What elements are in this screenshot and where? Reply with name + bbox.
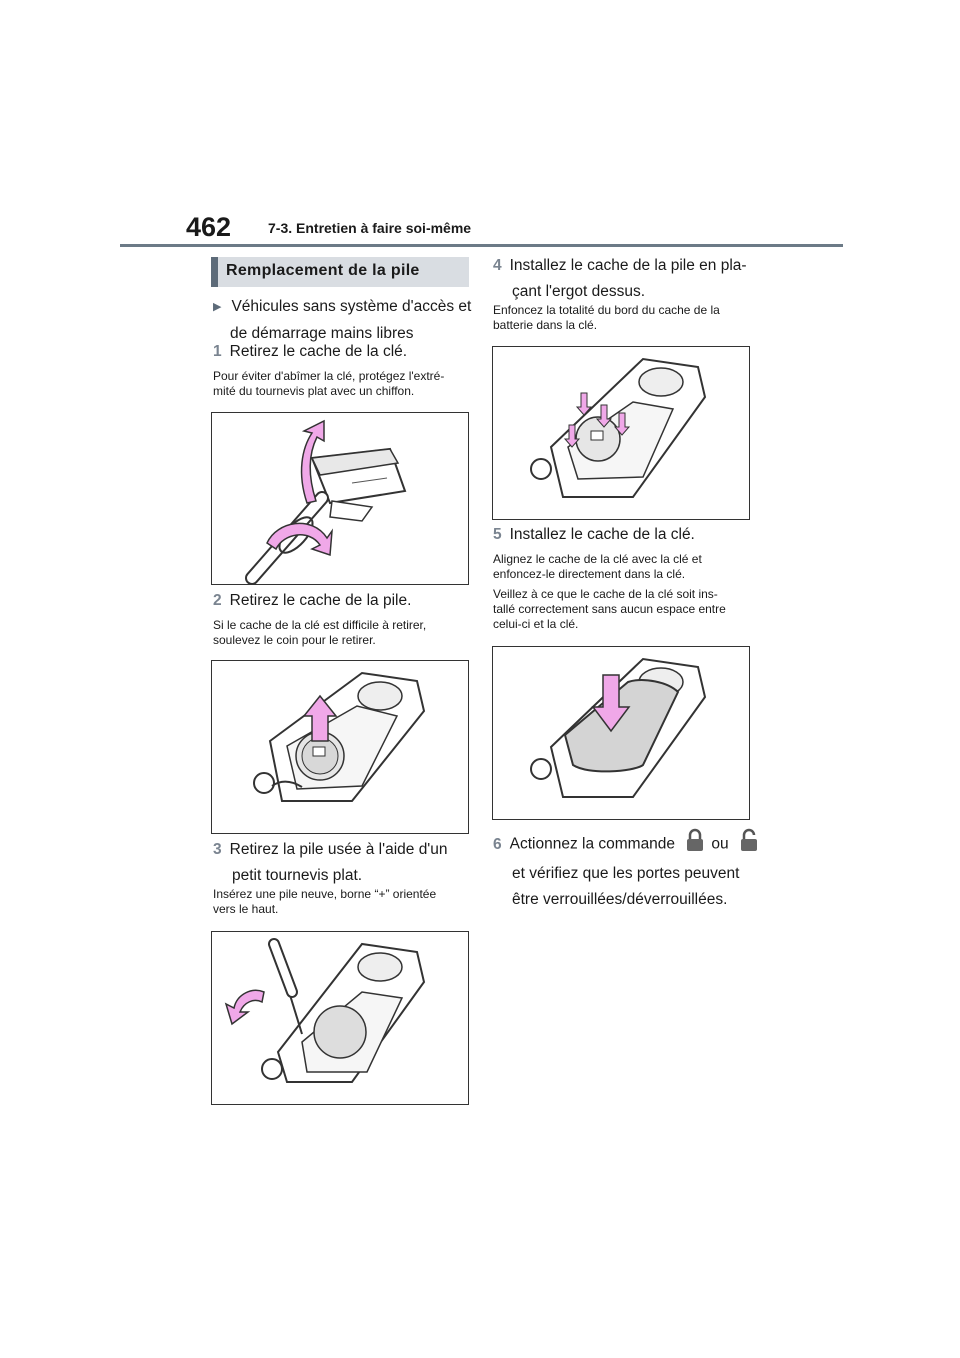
unlock-icon: [739, 828, 759, 861]
intro-text: ▶ Véhicules sans système d'accès et de démarrage mains libres: [213, 298, 472, 342]
step-6-title: 6 Actionnez la commande ou et vérifiez que les portes peuvent être verrouillées/déverrouillées.: [493, 828, 765, 913]
step-3-title: 3 Retirez la pile usée à l'aide d'un petit tournevis plat.: [213, 841, 448, 884]
section-title: Remplacement de la pile: [226, 262, 420, 279]
figure-install-key-cover: [492, 646, 750, 820]
running-head: 7-3. Entretien à faire soi-même: [268, 220, 472, 236]
section-title-box: [211, 257, 469, 287]
figure-remove-battery: [211, 931, 469, 1105]
step-2-title: 2 Retirez le cache de la pile.: [213, 592, 412, 609]
figure-remove-key-cover: [211, 412, 469, 585]
triangle-bullet-icon: ▶: [213, 301, 222, 313]
step-5-note-1: Alignez le cache de la clé avec la clé et enfoncez-le directement dans la clé.: [493, 552, 702, 581]
lock-icon: [685, 828, 705, 861]
section-accent-bar: [211, 257, 218, 287]
header-rule: [120, 244, 843, 247]
step-3-note: Insérez une pile neuve, borne “+” orientée vers le haut.: [213, 887, 437, 916]
page-number: 462: [186, 212, 232, 242]
step-4-title: 4 Installez le cache de la pile en pla- çant l'ergot dessus.: [493, 257, 747, 300]
step-1-note: Pour éviter d'abîmer la clé, protégez l'extré- mité du tournevis plat avec un chiffon.: [213, 369, 445, 398]
step-1-title: 1 Retirez le cache de la clé.: [213, 343, 408, 360]
figure-install-battery-cover: [492, 346, 750, 520]
step-2-note: Si le cache de la clé est difficile à retirer, soulevez le coin pour le retirer.: [213, 618, 427, 647]
figure-remove-battery-cover: [211, 660, 469, 834]
step-5-note-2: Veillez à ce que le cache de la clé soit ins- tallé correctement sans aucun espace entre celui-ci et la clé.: [493, 587, 726, 631]
step-5-title: 5 Installez le cache de la clé.: [493, 526, 695, 543]
step-4-note: Enfoncez la totalité du bord du cache de la batterie dans la clé.: [493, 303, 720, 332]
